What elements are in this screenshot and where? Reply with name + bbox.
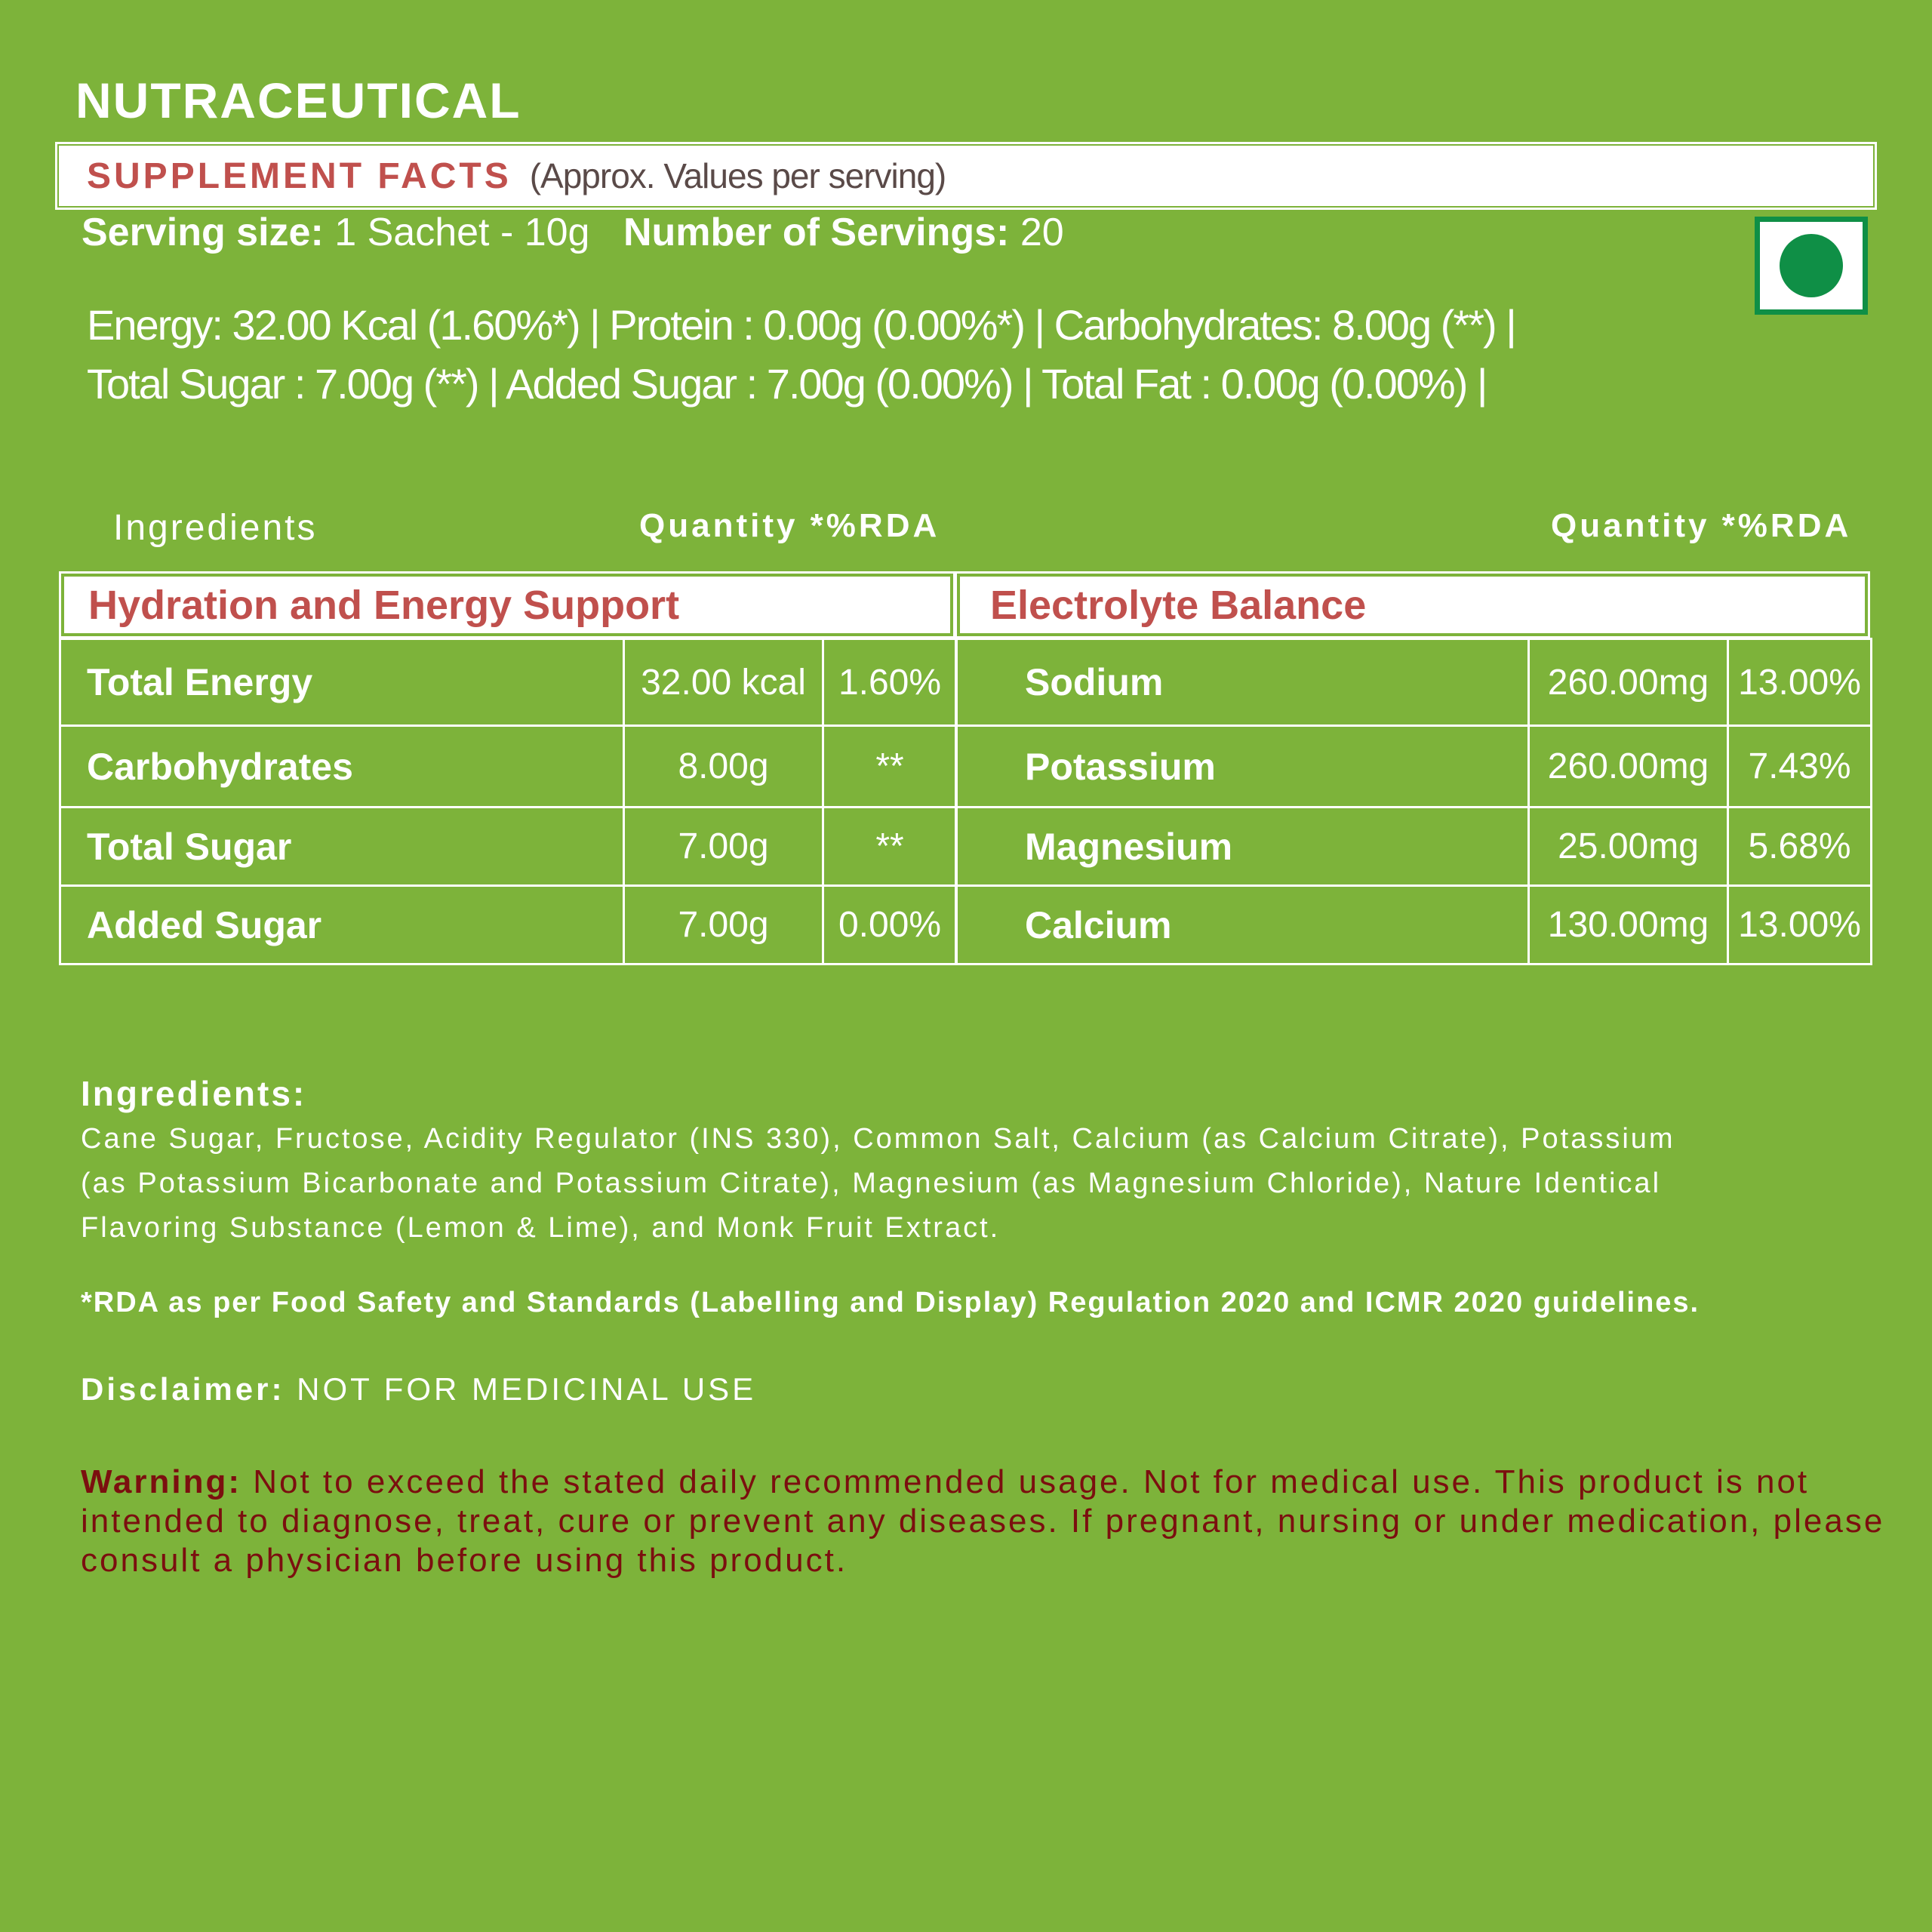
table-row: [60, 886, 957, 964]
hydration-table: [59, 638, 958, 965]
table-row: [60, 726, 957, 808]
nutrient-rda: **: [823, 726, 957, 808]
rda-note: *RDA as per Food Safety and Standards (Labelling and Display) Regulation 2020 and ICMR 2020 guidelines.: [81, 1287, 1700, 1318]
servings-count-value: 20: [1020, 211, 1064, 254]
hydration-heading-frame: [59, 571, 955, 638]
ingredients-line-3: Flavoring Substance (Lemon & Lime), and Monk Fruit Extract.: [81, 1212, 1001, 1244]
table-row: [956, 639, 1872, 726]
nutrient-rda: 13.00%: [1728, 639, 1872, 726]
table-row: [956, 886, 1872, 964]
nutrient-name: Magnesium: [956, 808, 1529, 886]
electrolyte-heading: Electrolyte Balance: [960, 577, 1865, 633]
nutrient-quantity: 8.00g: [624, 726, 823, 808]
facts-title: SUPPLEMENT FACTS: [87, 155, 512, 196]
veg-dot: [1780, 234, 1843, 297]
nutrient-rda: 13.00%: [1728, 886, 1872, 964]
ingredients-title: Ingredients:: [81, 1074, 307, 1113]
nutrient-rda: **: [823, 808, 957, 886]
warning-label: Warning:: [81, 1463, 242, 1500]
nutrient-name: Sodium: [956, 639, 1529, 726]
nutrient-rda: 0.00%: [823, 886, 957, 964]
nutrient-name: Calcium: [956, 886, 1529, 964]
nutrient-quantity: 260.00mg: [1529, 639, 1728, 726]
table-row: [60, 808, 957, 886]
veg-symbol-icon: [1755, 217, 1868, 315]
serving-size-label: Serving size:: [82, 211, 324, 254]
nutrient-name: Total Energy: [60, 639, 624, 726]
nutrient-name: Added Sugar: [60, 886, 624, 964]
nutrient-name: Potassium: [956, 726, 1529, 808]
hydration-heading: Hydration and Energy Support: [64, 577, 950, 633]
header-quantity-rda-right: Quantity *%RDA: [1551, 507, 1852, 544]
nutrient-quantity: 32.00 kcal: [624, 639, 823, 726]
nutrient-name: Carbohydrates: [60, 726, 624, 808]
nutrient-rda: 7.43%: [1728, 726, 1872, 808]
nutrient-name: Total Sugar: [60, 808, 624, 886]
summary-line-2: Total Sugar : 7.00g (**) | Added Sugar : 7.00g (0.00%) | Total Fat : 0.00g (0.00%) |: [87, 360, 1487, 408]
nutrient-quantity: 7.00g: [624, 808, 823, 886]
warning: [81, 1463, 1892, 1580]
table-row: [956, 808, 1872, 886]
serving-info: [82, 210, 1064, 255]
supplement-facts-bar: [60, 147, 1872, 205]
ingredients-text: [81, 1117, 1817, 1251]
nutrient-rda: 1.60%: [823, 639, 957, 726]
header-ingredients: Ingredients: [113, 508, 318, 548]
disclaimer-text: NOT FOR MEDICINAL USE: [297, 1371, 757, 1407]
ingredients-line-1: Cane Sugar, Fructose, Acidity Regulator (INS 330), Common Salt, Calcium (as Calcium Citrate), Potassium: [81, 1123, 1675, 1155]
nutrient-quantity: 260.00mg: [1529, 726, 1728, 808]
electrolyte-table: [955, 638, 1872, 965]
nutrient-rda: 5.68%: [1728, 808, 1872, 886]
nutrient-quantity: 130.00mg: [1529, 886, 1728, 964]
servings-count-label: Number of Servings:: [623, 211, 1010, 254]
table-row: [60, 639, 957, 726]
facts-subtitle: (Approx. Values per serving): [529, 156, 946, 195]
disclaimer-label: Disclaimer:: [81, 1371, 285, 1407]
header-quantity-rda-left: Quantity *%RDA: [639, 507, 940, 544]
warning-text: Not to exceed the stated daily recommended usage. Not for medical use. This product is not intended to diagnose, treat, cure or prevent any diseases. If pregnant, nursing or under medication, please consult a physician before using this product.: [81, 1463, 1885, 1579]
electrolyte-heading-frame: [955, 571, 1870, 638]
ingredients-line-2: (as Potassium Bicarbonate and Potassium Citrate), Magnesium (as Magnesium Chloride), Nature Identical: [81, 1168, 1662, 1199]
table-row: [956, 726, 1872, 808]
serving-size-value: 1 Sachet - 10g: [334, 211, 590, 254]
brand-title: NUTRACEUTICAL: [75, 72, 521, 128]
nutrition-summary: [87, 296, 1515, 414]
summary-line-1: Energy: 32.00 Kcal (1.60%*) | Protein : 0.00g (0.00%*) | Carbohydrates: 8.00g (**) |: [87, 301, 1515, 349]
disclaimer: [81, 1371, 756, 1407]
nutrient-quantity: 7.00g: [624, 886, 823, 964]
nutrient-quantity: 25.00mg: [1529, 808, 1728, 886]
